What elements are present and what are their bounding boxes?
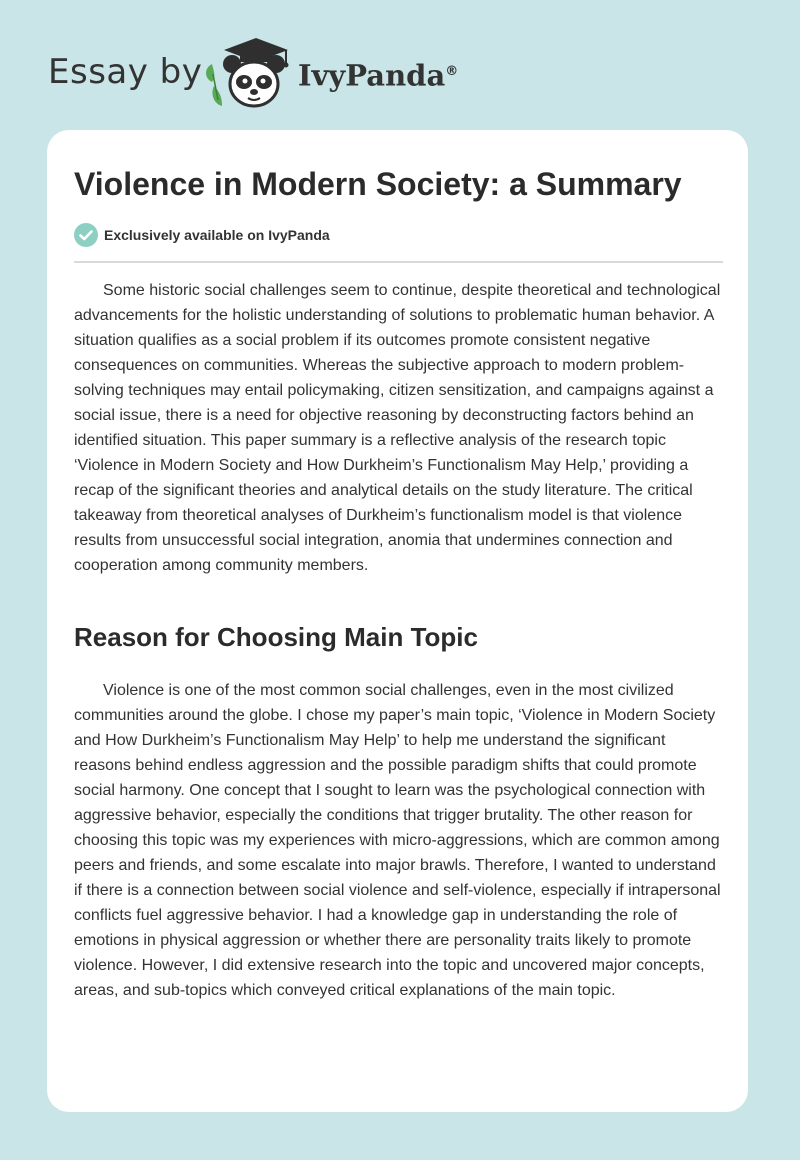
essay-by-label: Essay by: [48, 52, 203, 92]
panda-graduate-logo-icon[interactable]: [200, 34, 296, 112]
essay-title: Violence in Modern Society: a Summary: [74, 166, 682, 202]
brand-name-text[interactable]: IvyPanda: [298, 58, 446, 93]
section-heading: Reason for Choosing Main Topic: [74, 622, 478, 652]
brand-name[interactable]: [298, 54, 458, 94]
exclusive-badge-text: Exclusively available on IvyPanda: [104, 227, 330, 243]
site-header: [48, 34, 508, 114]
title-divider: [74, 261, 723, 263]
essay-card: [47, 130, 748, 1112]
intro-paragraph: Some historic social challenges seem to continue, despite theoretical and technological advancements for the holistic understanding of solutions to problematic human behavior. A situation qualifies as a social problem if its outcomes promote consistent negative consequences on communities. Whereas the subjective approach to modern problem-solving techniques may entail policymaking, citizen sensitization, and campaigns against a social issue, there is a need for objective reasoning by deconstructing factors behind an identified situation. This paper summary is a reflective analysis of the research topic ‘Violence in Modern Society and How Durkheim’s Functionalism May Help,’ providing a recap of the significant theories and analytical details on the study literature. The critical takeaway from theoretical analyses of Durkheim’s functionalism model is that violence results from unsuccessful social integration, anomia that undermines connection and cooperation among community members.: [74, 282, 721, 574]
registered-mark: ®: [445, 64, 459, 79]
exclusive-badge: [74, 222, 330, 248]
section-paragraph: Violence is one of the most common social challenges, even in the most civilized communities around the globe. I chose my paper’s main topic, ‘Violence in Modern Society and How Durkheim’s Functionalism May Help’ to help me understand the significant reasons behind endless aggression and the possible paradigm shifts that could promote social harmony. One concept that I sought to learn was the psychological connection with aggressive behavior, especially the conditions that trigger brutality. The other reason for choosing this topic was my experiences with micro-aggressions, which are common among peers and friends, and some escalate into major brawls. Therefore, I wanted to understand if there is a connection between social violence and self-violence, especially if intrapersonal conflicts fuel aggressive behavior. I had a knowledge gap in understanding the role of emotions in physical aggression or whether there are personality traits likely to promote violence. However, I did extensive research into the topic and uncovered major concepts, areas, and sub-topics which conveyed critical explanations of the main topic.: [74, 682, 721, 999]
check-circle-icon: [74, 223, 98, 247]
